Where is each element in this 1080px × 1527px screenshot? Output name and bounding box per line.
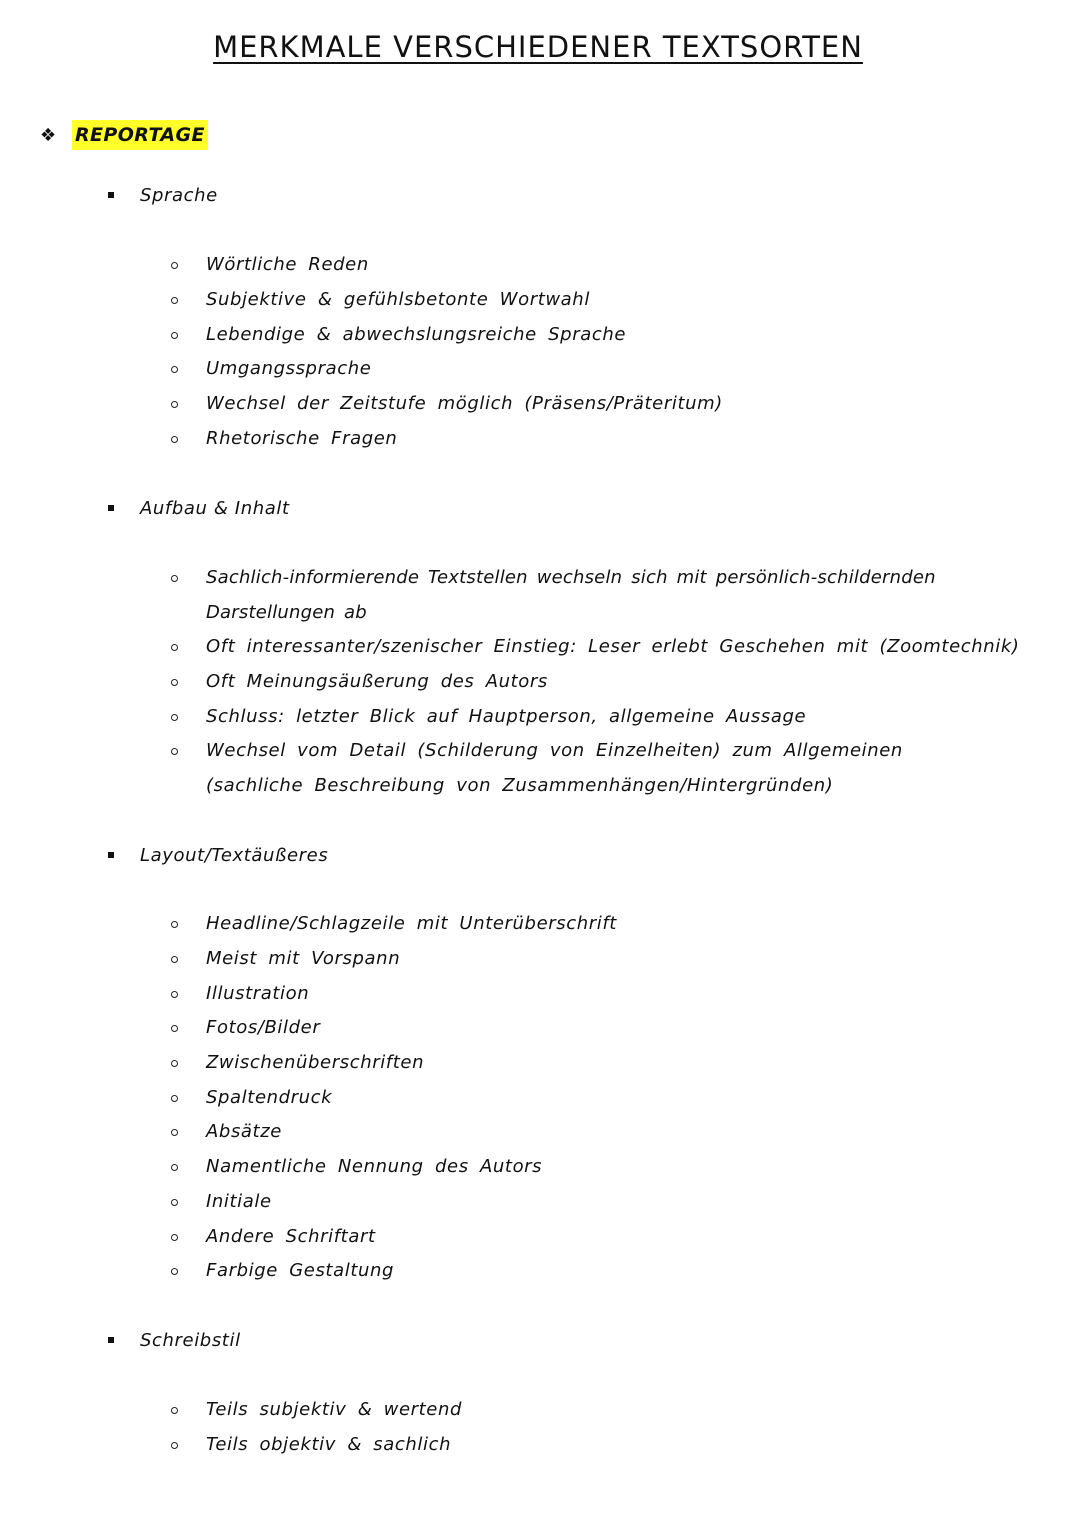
list-item: Absätze bbox=[171, 1115, 1056, 1150]
list-item: Wörtliche Reden bbox=[171, 248, 1056, 283]
circle-bullet-icon bbox=[171, 332, 178, 339]
circle-bullet-icon bbox=[171, 1129, 178, 1136]
circle-bullet-icon bbox=[171, 401, 178, 408]
circle-bullet-icon bbox=[171, 297, 178, 304]
list-item: Illustration bbox=[171, 977, 1056, 1012]
list-item: Meist mit Vorspann bbox=[171, 942, 1056, 977]
circle-bullet-icon bbox=[171, 1234, 178, 1241]
circle-bullet-icon bbox=[171, 1164, 178, 1171]
circle-bullet-icon bbox=[171, 1095, 178, 1102]
circle-bullet-icon bbox=[171, 436, 178, 443]
circle-bullet-icon bbox=[171, 921, 178, 928]
square-bullet-icon bbox=[108, 1337, 114, 1343]
section-heading-reportage bbox=[40, 117, 208, 153]
circle-bullet-icon bbox=[171, 1025, 178, 1032]
list-item: Lebendige & abwechslungsreiche Sprache bbox=[171, 318, 1056, 353]
circle-bullet-icon bbox=[171, 1060, 178, 1067]
circle-bullet-icon bbox=[171, 262, 178, 269]
group-label: Layout/Textäußeres bbox=[140, 844, 329, 866]
circle-bullet-icon bbox=[171, 714, 178, 721]
group-label: Aufbau & Inhalt bbox=[140, 497, 290, 519]
circle-bullet-icon bbox=[171, 748, 178, 755]
square-bullet-icon bbox=[108, 505, 114, 511]
group-heading-schreibstil bbox=[108, 1327, 241, 1353]
list-item: Headline/Schlagzeile mit Unterüberschrift bbox=[171, 907, 1056, 942]
diamond-bullet-icon: ❖ bbox=[40, 124, 57, 146]
circle-bullet-icon bbox=[171, 1442, 178, 1449]
list-item: Farbige Gestaltung bbox=[171, 1254, 1056, 1289]
list-item: Wechsel der Zeitstufe möglich (Präsens/Präteritum) bbox=[171, 387, 1056, 422]
circle-bullet-icon bbox=[171, 575, 178, 582]
list-item: Wechsel vom Detail (Schilderung von Einzelheiten) zum Allgemeinen (sachliche Beschreibung von Zusammenhängen/Hintergründen) bbox=[171, 734, 960, 803]
group-label: Schreibstil bbox=[140, 1329, 241, 1351]
list-item: Oft interessanter/szenischer Einstieg: Leser erlebt Geschehen mit (Zoomtechnik) bbox=[171, 630, 1056, 665]
list-item: Schluss: letzter Blick auf Hauptperson, allgemeine Aussage bbox=[171, 700, 1056, 735]
circle-bullet-icon bbox=[171, 644, 178, 651]
list-item: Initiale bbox=[171, 1185, 1056, 1220]
list-item: Andere Schriftart bbox=[171, 1220, 1056, 1255]
group-heading-layout bbox=[108, 842, 328, 868]
page-title: MERKMALE VERSCHIEDENER TEXTSORTEN bbox=[213, 30, 863, 64]
group-heading-sprache bbox=[108, 182, 218, 208]
list-item: Teils subjektiv & wertend bbox=[171, 1393, 1056, 1428]
group-label: Sprache bbox=[140, 184, 218, 206]
square-bullet-icon bbox=[108, 192, 114, 198]
list-item: Sachlich-informierende Textstellen wechseln sich mit persönlich-schildernden Darstellungen ab bbox=[171, 561, 1056, 630]
list-item: Namentliche Nennung des Autors bbox=[171, 1150, 1056, 1185]
list-item: Spaltendruck bbox=[171, 1081, 1056, 1116]
list-item: Rhetorische Fragen bbox=[171, 422, 1056, 457]
section-label: REPORTAGE bbox=[72, 120, 208, 150]
list-item: Umgangssprache bbox=[171, 352, 1056, 387]
circle-bullet-icon bbox=[171, 1268, 178, 1275]
circle-bullet-icon bbox=[171, 1199, 178, 1206]
list-item: Subjektive & gefühlsbetonte Wortwahl bbox=[171, 283, 1056, 318]
circle-bullet-icon bbox=[171, 956, 178, 963]
group-heading-aufbau-inhalt bbox=[108, 495, 290, 521]
circle-bullet-icon bbox=[171, 366, 178, 373]
list-item: Teils objektiv & sachlich bbox=[171, 1428, 1056, 1463]
circle-bullet-icon bbox=[171, 991, 178, 998]
square-bullet-icon bbox=[108, 852, 114, 858]
list-item: Fotos/Bilder bbox=[171, 1011, 1056, 1046]
circle-bullet-icon bbox=[171, 1407, 178, 1414]
list-item: Zwischenüberschriften bbox=[171, 1046, 1056, 1081]
circle-bullet-icon bbox=[171, 679, 178, 686]
list-item: Oft Meinungsäußerung des Autors bbox=[171, 665, 1056, 700]
